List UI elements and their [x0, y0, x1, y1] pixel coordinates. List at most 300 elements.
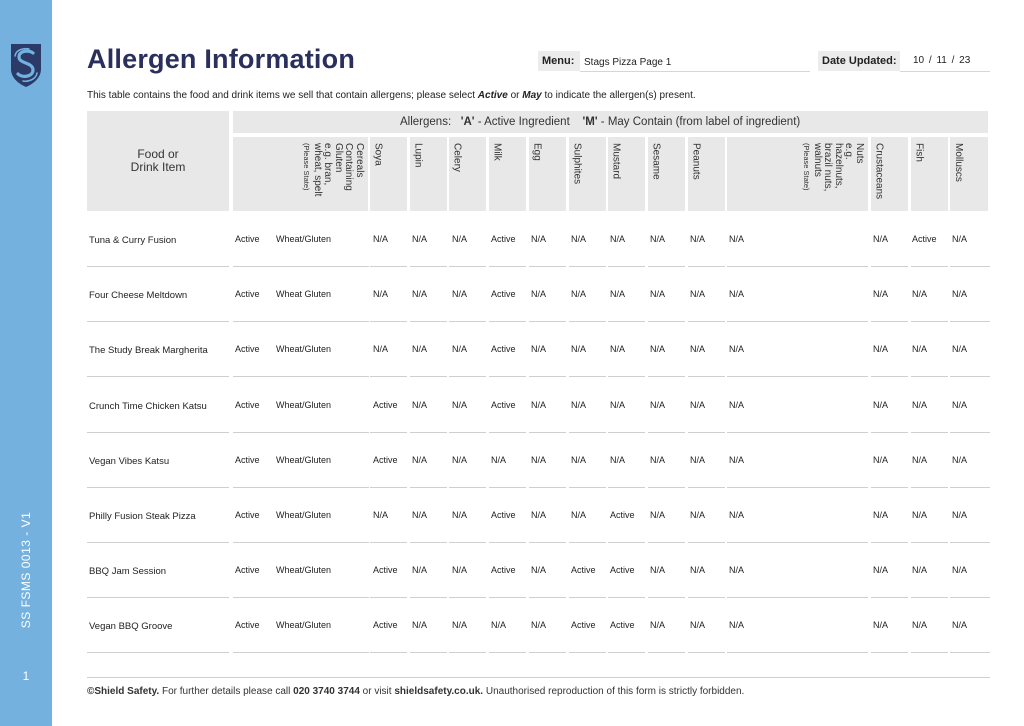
allergen-cell-sulphites[interactable]: N/A — [571, 344, 587, 355]
allergen-cell-milk[interactable]: Active — [491, 234, 516, 244]
allergen-cell-molluscs[interactable]: N/A — [952, 289, 968, 300]
allergen-cell-milk[interactable]: N/A — [491, 454, 507, 465]
allergen-key-banner — [233, 111, 988, 133]
row-divider — [529, 321, 566, 322]
column-header-label — [913, 143, 924, 211]
allergen-cell-peanuts[interactable]: N/A — [690, 454, 706, 465]
allergen-cell-fish[interactable]: N/A — [912, 344, 928, 355]
column-header-text: Milk — [491, 143, 503, 161]
row-divider — [871, 652, 908, 653]
row-divider — [489, 487, 526, 488]
column-header-text: Egg — [531, 143, 543, 161]
allergen-cell-fish[interactable]: Active — [912, 234, 937, 244]
allergen-cell-crustaceans[interactable]: N/A — [873, 344, 889, 355]
row-divider — [608, 321, 645, 322]
row-divider — [911, 652, 948, 653]
allergen-cell-egg[interactable]: N/A — [531, 289, 547, 300]
menu-label: Menu: — [538, 51, 580, 71]
row-divider — [688, 652, 725, 653]
row-divider — [727, 542, 868, 543]
row-divider — [569, 321, 606, 322]
row-divider — [449, 652, 486, 653]
column-header-label — [610, 143, 621, 211]
footer-text: Unauthorised reproduction of this form is strictly forbidden. — [483, 686, 745, 697]
row-divider — [871, 432, 908, 433]
column-header-label — [801, 143, 864, 211]
row-divider — [272, 487, 366, 488]
allergen-cell-mustard[interactable]: N/A — [610, 399, 626, 410]
column-header-egg — [529, 137, 566, 211]
row-divider — [688, 321, 725, 322]
allergen-cell-crustaceans[interactable]: N/A — [873, 234, 889, 244]
allergen-cell-milk[interactable]: Active — [491, 565, 516, 576]
row-divider — [529, 376, 566, 377]
row-divider — [87, 597, 229, 598]
allergen-cell-sulphites[interactable]: N/A — [571, 289, 587, 300]
footer — [87, 686, 744, 697]
row-divider — [449, 376, 486, 377]
allergen-cell-gluten-state[interactable]: Wheat Gluten — [276, 289, 332, 300]
food-item-name[interactable]: Crunch Time Chicken Katsu — [89, 400, 207, 412]
row-divider — [871, 266, 908, 267]
allergen-cell-peanuts[interactable]: N/A — [690, 399, 706, 410]
row-divider — [950, 432, 990, 433]
allergen-cell-sulphites[interactable]: Active — [571, 565, 596, 576]
allergen-cell-peanuts[interactable]: N/A — [690, 234, 706, 244]
row-divider — [911, 376, 948, 377]
row-divider — [370, 321, 407, 322]
allergen-cell-sesame[interactable]: N/A — [650, 289, 666, 300]
allergen-cell-soya[interactable]: Active — [373, 620, 398, 631]
column-header-mustard — [608, 137, 645, 211]
allergen-cell-gluten[interactable]: Active — [235, 344, 260, 355]
allergen-cell-lupin[interactable]: N/A — [412, 454, 428, 465]
column-header-text: Peanuts — [690, 143, 702, 180]
row-divider — [87, 376, 229, 377]
food-item-name[interactable]: The Study Break Margherita — [89, 345, 208, 357]
row-divider — [911, 597, 948, 598]
allergen-cell-gluten[interactable]: Active — [235, 289, 260, 300]
allergen-cell-nuts[interactable]: N/A — [729, 399, 745, 410]
food-item-name[interactable]: Vegan BBQ Groove — [89, 621, 173, 633]
menu-field[interactable]: Stags Pizza Page 1 — [580, 52, 810, 72]
allergen-cell-soya[interactable]: Active — [373, 454, 398, 465]
allergen-cell-gluten[interactable]: Active — [235, 234, 260, 244]
row-divider — [449, 542, 486, 543]
column-header-text: Fish — [913, 143, 925, 162]
intro-part: This table contains the food and drink items we sell that contain allergens; please select — [87, 90, 478, 101]
allergen-cell-lupin[interactable]: N/A — [412, 234, 428, 244]
row-divider — [489, 432, 526, 433]
row-divider — [648, 266, 685, 267]
row-divider — [529, 487, 566, 488]
row-divider — [410, 542, 447, 543]
column-header-label — [451, 143, 462, 211]
row-divider — [529, 652, 566, 653]
table-row — [87, 490, 990, 545]
row-divider — [529, 542, 566, 543]
allergen-cell-lupin[interactable]: N/A — [412, 344, 428, 355]
column-header-soya — [370, 137, 407, 211]
banner-m-text: - May Contain (from label of ingredient) — [597, 116, 801, 128]
allergen-cell-celery[interactable]: N/A — [452, 565, 468, 576]
food-item-header: Food or Drink Item — [87, 111, 229, 211]
row-divider — [727, 266, 868, 267]
column-header-peanuts — [688, 137, 725, 211]
row-divider — [529, 266, 566, 267]
food-item-name[interactable]: Vegan Vibes Katsu — [89, 455, 170, 467]
row-divider — [688, 542, 725, 543]
allergen-cell-egg[interactable]: N/A — [531, 234, 547, 244]
row-divider — [370, 487, 407, 488]
column-header-sulphites — [569, 137, 606, 211]
row-divider — [569, 432, 606, 433]
allergen-cell-nuts[interactable]: N/A — [729, 344, 745, 355]
allergen-cell-egg[interactable]: N/A — [531, 620, 547, 631]
row-divider — [648, 542, 685, 543]
allergen-cell-gluten[interactable]: Active — [235, 399, 260, 410]
allergen-cell-sulphites[interactable]: N/A — [571, 454, 587, 465]
date-updated-label: Date Updated: — [818, 51, 900, 71]
shield-s-logo-icon — [8, 42, 44, 88]
column-header-gluten — [233, 137, 368, 211]
row-divider — [871, 487, 908, 488]
column-header-text: Nuts e.g. hazelnuts, brazil nuts, walnuts — [812, 143, 865, 192]
allergen-cell-molluscs[interactable]: N/A — [952, 399, 968, 410]
row-divider — [489, 266, 526, 267]
row-divider — [449, 266, 486, 267]
allergen-cell-nuts[interactable]: N/A — [729, 454, 745, 465]
row-divider — [648, 321, 685, 322]
row-divider — [727, 376, 868, 377]
allergen-cell-sesame[interactable]: N/A — [650, 565, 666, 576]
row-divider — [370, 542, 407, 543]
allergen-cell-lupin[interactable]: N/A — [412, 565, 428, 576]
row-divider — [449, 432, 486, 433]
allergen-cell-soya[interactable]: N/A — [373, 234, 389, 244]
banner-prefix: Allergens: — [400, 116, 452, 128]
row-divider — [911, 487, 948, 488]
row-divider — [87, 652, 229, 653]
row-divider — [911, 542, 948, 543]
allergen-cell-milk[interactable]: Active — [491, 510, 516, 520]
allergen-cell-fish[interactable]: N/A — [912, 289, 928, 300]
allergen-cell-nuts[interactable]: N/A — [729, 510, 745, 520]
row-divider — [950, 652, 990, 653]
row-divider — [410, 652, 447, 653]
column-header-crustaceans — [871, 137, 908, 211]
row-divider — [87, 542, 229, 543]
allergen-cell-mustard[interactable]: N/A — [610, 289, 626, 300]
column-header-label — [372, 143, 383, 211]
intro-active-word: Active — [477, 90, 508, 101]
column-header-nuts — [727, 137, 868, 211]
column-header-note: (Please State) — [802, 143, 812, 191]
allergen-cell-egg[interactable]: N/A — [531, 454, 547, 465]
allergen-cell-peanuts[interactable]: N/A — [690, 344, 706, 355]
column-header-text: Celery — [451, 143, 463, 172]
food-item-name[interactable]: Philly Fusion Steak Pizza — [89, 511, 196, 522]
allergen-cell-celery[interactable]: N/A — [452, 454, 468, 465]
row-divider — [950, 597, 990, 598]
row-divider — [272, 542, 366, 543]
allergen-cell-crustaceans[interactable]: N/A — [873, 620, 889, 631]
allergen-cell-milk[interactable]: Active — [491, 399, 516, 410]
allergen-cell-gluten-state[interactable]: Wheat/Gluten — [276, 234, 332, 244]
column-header-text: Mustard — [610, 143, 622, 180]
table-row — [87, 435, 990, 490]
food-item-name[interactable]: Four Cheese Meltdown — [89, 290, 188, 302]
allergen-cell-sesame[interactable]: N/A — [650, 344, 666, 355]
row-divider — [911, 321, 948, 322]
allergen-cell-soya[interactable]: Active — [373, 565, 398, 576]
column-header-text: Cereals Containing Gluten e.g. bran, wheat, spelt — [312, 143, 365, 197]
allergen-cell-milk[interactable]: Active — [491, 344, 516, 355]
row-divider — [871, 376, 908, 377]
row-divider — [569, 376, 606, 377]
row-divider — [370, 432, 407, 433]
column-header-sesame — [648, 137, 685, 211]
allergen-cell-nuts[interactable]: N/A — [729, 565, 745, 576]
row-divider — [608, 376, 645, 377]
allergen-cell-nuts[interactable]: N/A — [729, 289, 745, 300]
row-divider — [449, 321, 486, 322]
column-header-milk — [489, 137, 526, 211]
row-divider — [727, 597, 868, 598]
allergen-cell-celery[interactable]: N/A — [452, 620, 468, 631]
row-divider — [489, 542, 526, 543]
table-row — [87, 269, 990, 324]
row-divider — [688, 597, 725, 598]
row-divider — [648, 652, 685, 653]
row-divider — [688, 432, 725, 433]
row-divider — [272, 432, 366, 433]
page-title: Allergen Information — [87, 44, 356, 74]
allergen-cell-gluten[interactable]: Active — [235, 510, 260, 520]
row-divider — [410, 432, 447, 433]
row-divider — [569, 542, 606, 543]
allergen-cell-nuts[interactable]: N/A — [729, 620, 745, 631]
column-header-text: Sesame — [650, 143, 662, 180]
column-header-text: Crustaceans — [873, 143, 885, 200]
row-divider — [648, 597, 685, 598]
column-header-lupin — [410, 137, 447, 211]
row-divider — [410, 487, 447, 488]
allergen-cell-milk[interactable]: Active — [491, 289, 516, 300]
row-divider — [569, 487, 606, 488]
row-divider — [950, 487, 990, 488]
row-divider — [449, 597, 486, 598]
column-header-label — [650, 143, 661, 211]
allergen-cell-mustard[interactable]: Active — [610, 620, 635, 631]
allergen-cell-molluscs[interactable]: N/A — [952, 565, 968, 576]
row-divider — [608, 597, 645, 598]
footer-divider — [87, 677, 990, 678]
row-divider — [370, 597, 407, 598]
allergen-cell-molluscs[interactable]: N/A — [952, 620, 968, 631]
allergen-cell-molluscs[interactable]: N/A — [952, 510, 968, 520]
allergen-cell-crustaceans[interactable]: N/A — [873, 399, 889, 410]
allergen-cell-nuts[interactable]: N/A — [729, 234, 745, 244]
row-divider — [569, 597, 606, 598]
row-divider — [410, 321, 447, 322]
row-divider — [648, 376, 685, 377]
allergen-cell-sesame[interactable]: N/A — [650, 454, 666, 465]
allergen-cell-peanuts[interactable]: N/A — [690, 620, 706, 631]
allergen-cell-mustard[interactable]: N/A — [610, 344, 626, 355]
allergen-cell-crustaceans[interactable]: N/A — [873, 510, 889, 520]
allergen-cell-celery[interactable]: N/A — [452, 399, 468, 410]
allergen-cell-gluten-state[interactable]: Wheat/Gluten — [276, 620, 332, 631]
row-divider — [950, 321, 990, 322]
allergen-cell-milk[interactable]: N/A — [491, 620, 507, 631]
column-header-text: Molluscs — [953, 143, 964, 182]
allergen-cell-sesame[interactable]: N/A — [650, 234, 666, 244]
food-item-name[interactable]: BBQ Jam Session — [89, 566, 167, 578]
row-divider — [489, 321, 526, 322]
row-divider — [87, 432, 229, 433]
banner-a-key: 'A' — [460, 116, 475, 128]
allergen-cell-fish[interactable]: N/A — [912, 620, 928, 631]
table-row — [87, 324, 990, 379]
allergen-cell-sulphites[interactable]: N/A — [571, 510, 587, 520]
allergen-cell-gluten-state[interactable]: Wheat/Gluten — [276, 344, 332, 355]
row-divider — [871, 597, 908, 598]
allergen-cell-gluten-state[interactable]: Wheat/Gluten — [276, 454, 332, 465]
allergen-cell-peanuts[interactable]: N/A — [690, 565, 706, 576]
allergen-cell-sulphites[interactable]: N/A — [571, 234, 587, 244]
row-divider — [950, 266, 990, 267]
row-divider — [871, 321, 908, 322]
allergen-cell-lupin[interactable]: N/A — [412, 289, 428, 300]
allergen-cell-crustaceans[interactable]: N/A — [873, 454, 889, 465]
allergen-cell-gluten-state[interactable]: Wheat/Gluten — [276, 565, 332, 576]
sidebar — [0, 0, 52, 726]
footer-brand: ©Shield Safety. — [87, 686, 160, 697]
allergen-cell-celery[interactable]: N/A — [452, 234, 468, 244]
allergen-cell-lupin[interactable]: N/A — [412, 620, 428, 631]
row-divider — [272, 597, 366, 598]
allergen-cell-gluten-state[interactable]: Wheat/Gluten — [276, 399, 332, 410]
allergen-cell-fish[interactable]: N/A — [912, 399, 928, 410]
allergen-cell-gluten-state[interactable]: Wheat/Gluten — [276, 510, 332, 520]
column-header-note: (Please State) — [302, 143, 312, 191]
allergen-cell-celery[interactable]: N/A — [452, 289, 468, 300]
allergen-cell-mustard[interactable]: N/A — [610, 234, 626, 244]
allergen-cell-crustaceans[interactable]: N/A — [873, 565, 889, 576]
row-divider — [688, 487, 725, 488]
allergen-cell-soya[interactable]: Active — [373, 399, 398, 410]
allergen-cell-mustard[interactable]: Active — [610, 510, 635, 520]
allergen-cell-sesame[interactable]: N/A — [650, 510, 666, 520]
intro-part: to indicate the allergen(s) present. — [541, 90, 696, 101]
intro-may-word: May — [522, 90, 542, 101]
allergen-cell-egg[interactable]: N/A — [531, 565, 547, 576]
column-header-fish — [911, 137, 948, 211]
allergen-cell-crustaceans[interactable]: N/A — [873, 289, 889, 300]
row-divider — [569, 652, 606, 653]
document-code: SS FSMS 0013 - V1 — [19, 511, 33, 629]
row-divider — [608, 542, 645, 543]
column-header-label — [571, 143, 582, 211]
footer-website-link[interactable]: shieldsafety.co.uk. — [394, 686, 484, 697]
column-header-label — [953, 143, 964, 211]
table-row — [87, 545, 990, 600]
table-row — [87, 214, 990, 269]
row-divider — [688, 266, 725, 267]
banner-a-text: - Active Ingredient — [474, 116, 570, 128]
allergen-cell-sesame[interactable]: N/A — [650, 620, 666, 631]
allergen-cell-lupin[interactable]: N/A — [412, 510, 428, 520]
allergen-cell-gluten[interactable]: Active — [235, 620, 260, 631]
row-divider — [272, 652, 366, 653]
allergen-cell-sesame[interactable]: N/A — [650, 399, 666, 410]
row-divider — [410, 597, 447, 598]
allergen-cell-molluscs[interactable]: N/A — [952, 234, 968, 244]
row-divider — [272, 376, 366, 377]
allergen-cell-gluten[interactable]: Active — [235, 454, 260, 465]
row-divider — [727, 652, 868, 653]
allergen-cell-mustard[interactable]: N/A — [610, 454, 626, 465]
row-divider — [727, 487, 868, 488]
allergen-cell-egg[interactable]: N/A — [531, 399, 547, 410]
allergen-cell-soya[interactable]: N/A — [373, 289, 389, 300]
footer-text: or visit — [359, 686, 395, 697]
row-divider — [449, 487, 486, 488]
allergen-cell-sulphites[interactable]: Active — [571, 620, 596, 631]
allergen-cell-fish[interactable]: N/A — [912, 454, 928, 465]
row-divider — [529, 597, 566, 598]
row-divider — [608, 652, 645, 653]
row-divider — [911, 432, 948, 433]
row-divider — [608, 432, 645, 433]
food-item-name[interactable]: Tuna & Curry Fusion — [89, 235, 177, 246]
allergen-cell-celery[interactable]: N/A — [452, 510, 468, 520]
column-header-label — [491, 143, 502, 211]
row-divider — [727, 321, 868, 322]
row-divider — [272, 266, 366, 267]
allergen-cell-molluscs[interactable]: N/A — [952, 344, 968, 355]
row-divider — [911, 266, 948, 267]
allergen-cell-soya[interactable]: N/A — [373, 510, 389, 520]
allergen-cell-fish[interactable]: N/A — [912, 565, 928, 576]
allergen-cell-fish[interactable]: N/A — [912, 510, 928, 520]
row-divider — [410, 266, 447, 267]
column-header-text: Lupin — [412, 143, 424, 168]
allergen-cell-gluten[interactable]: Active — [235, 565, 260, 576]
column-header-label — [690, 143, 701, 211]
row-divider — [370, 376, 407, 377]
allergen-cell-lupin[interactable]: N/A — [412, 399, 428, 410]
allergen-cell-mustard[interactable]: Active — [610, 565, 635, 576]
allergen-cell-egg[interactable]: N/A — [531, 510, 547, 520]
allergen-cell-soya[interactable]: N/A — [373, 344, 389, 355]
row-divider — [648, 432, 685, 433]
row-divider — [87, 266, 229, 267]
allergen-cell-egg[interactable]: N/A — [531, 344, 547, 355]
row-divider — [608, 487, 645, 488]
allergen-cell-peanuts[interactable]: N/A — [690, 510, 706, 520]
row-divider — [87, 487, 229, 488]
date-updated-field[interactable]: 10 / 11 / 23 — [900, 52, 990, 72]
allergen-cell-peanuts[interactable]: N/A — [690, 289, 706, 300]
allergen-cell-celery[interactable]: N/A — [452, 344, 468, 355]
banner-m-key: 'M' — [582, 116, 598, 128]
allergen-cell-molluscs[interactable]: N/A — [952, 454, 968, 465]
allergen-cell-sulphites[interactable]: N/A — [571, 399, 587, 410]
column-header-text: Sulphites — [571, 143, 583, 185]
row-divider — [950, 376, 990, 377]
